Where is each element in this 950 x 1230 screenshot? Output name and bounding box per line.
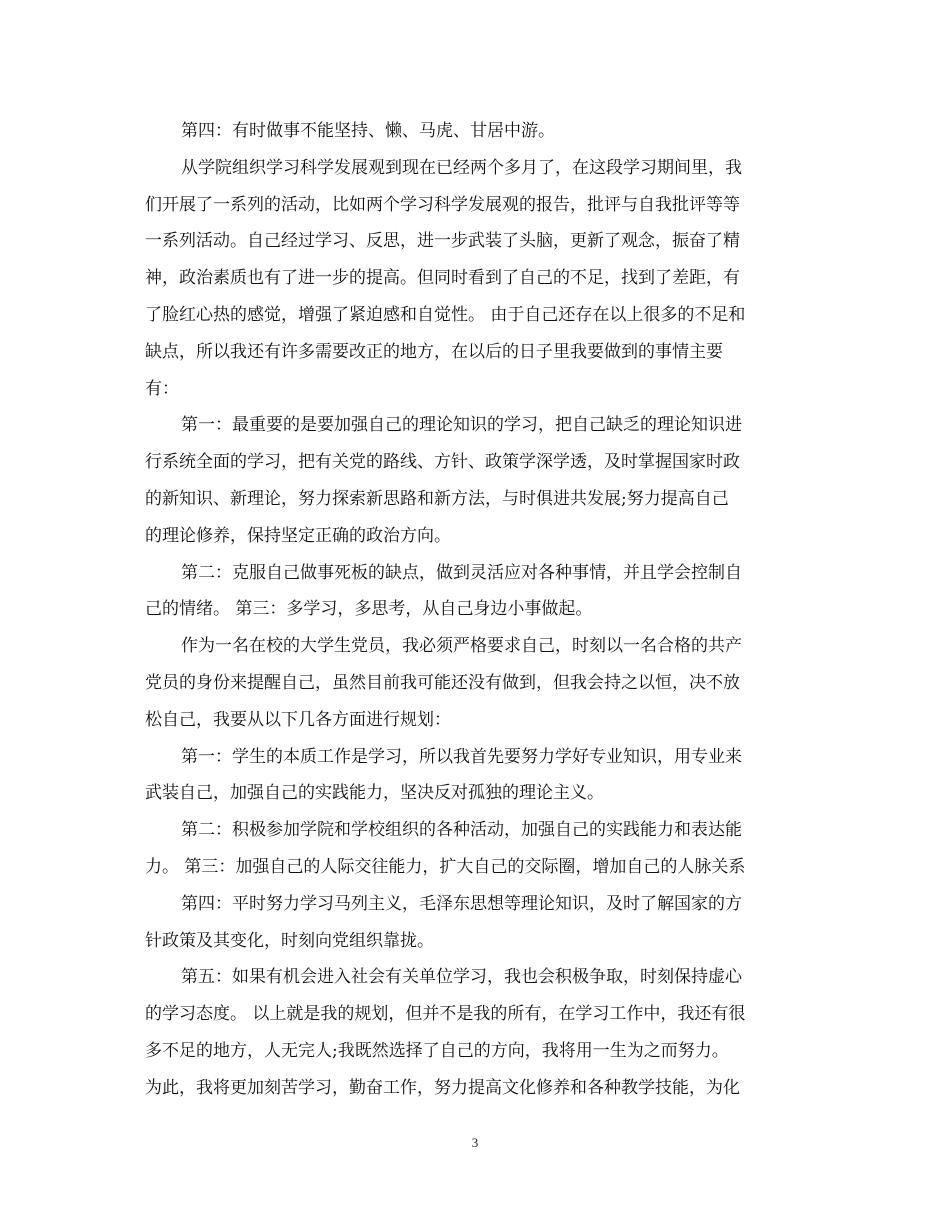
- text-line: 为此，我将更加刻苦学习，勤奋工作，努力提高文化修养和各种教学技能，为化: [145, 1077, 740, 1098]
- text-line: 从学院组织学习科学发展观到现在已经两个多月了，在这段学习期间里，我: [181, 157, 742, 178]
- text-line: 第二：积极参加学院和学校组织的各种活动，加强自己的实践能力和表达能: [181, 820, 742, 841]
- text-line: 有：: [145, 378, 179, 399]
- text-line: 力。 第三：加强自己的人际交往能力，扩大自己的交际圈，增加自己的人脉关系: [145, 856, 746, 877]
- text-line: 的学习态度。 以上就是我的规划，但并不是我的所有，在学习工作中，我还有很: [145, 1004, 746, 1025]
- text-line: 神，政治素质也有了进一步的提高。但同时看到了自己的不足，找到了差距，有: [145, 268, 740, 289]
- text-line: 第一：学生的本质工作是学习，所以我首先要努力学好专业知识，用专业来: [181, 746, 742, 767]
- text-line: 武装自己，加强自己的实践能力，坚决反对孤独的理论主义。: [145, 783, 604, 804]
- page-number: 3: [471, 1135, 479, 1150]
- text-line: 作为一名在校的大学生党员，我必须严格要求自己，时刻以一名合格的共产: [181, 636, 742, 657]
- text-line: 行系统全面的学习，把有关党的路线、方针、政策学深学透，及时掌握国家时政: [145, 452, 740, 473]
- text-line: 针政策及其变化，时刻向党组织靠拢。: [145, 930, 434, 951]
- text-line: 党员的身份来提醒自己，虽然目前我可能还没有做到，但我会持之以恒，决不放: [145, 672, 740, 693]
- text-line: 缺点，所以我还有许多需要改正的地方，在以后的日子里我要做到的事情主要: [145, 341, 723, 362]
- text-line: 己的情绪。 第三：多学习，多思考，从自己身边小事做起。: [145, 599, 593, 620]
- text-line: 了脸红心热的感觉，增强了紧迫感和自觉性。 由于自己还存在以上很多的不足和: [145, 304, 746, 325]
- text-line: 第五：如果有机会进入社会有关单位学习，我也会积极争取，时刻保持虚心: [181, 967, 742, 988]
- text-line: 松自己，我要从以下几各方面进行规划：: [145, 709, 451, 730]
- body-text: [145, 113, 808, 1107]
- text-line: 第四：有时做事不能坚持、懒、马虎、甘居中游。: [181, 121, 555, 141]
- text-line: 第一：最重要的是要加强自己的理论知识的学习，把自己缺乏的理论知识进: [181, 415, 742, 436]
- text-line: 们开展了一系列的活动，比如两个学习科学发展观的报告，批评与自我批评等等: [145, 194, 740, 215]
- text-line: 的理论修养，保持坚定正确的政治方向。: [145, 525, 451, 546]
- text-line: 多不足的地方，人无完人;我既然选择了自己的方向，我将用一生为之而努力。: [145, 1040, 729, 1061]
- text-line: 的新知识、新理论，努力探索新思路和新方法，与时俱进共发展;努力提高自己: [145, 488, 729, 509]
- text-line: 一系列活动。自己经过学习、反思，进一步武装了头脑，更新了观念，振奋了精: [145, 231, 740, 252]
- text-line: 第四：平时努力学习马列主义，毛泽东思想等理论知识，及时了解国家的方: [181, 893, 742, 914]
- text-line: 第二：克服自己做事死板的缺点，做到灵活应对各种事情，并且学会控制自: [181, 562, 742, 583]
